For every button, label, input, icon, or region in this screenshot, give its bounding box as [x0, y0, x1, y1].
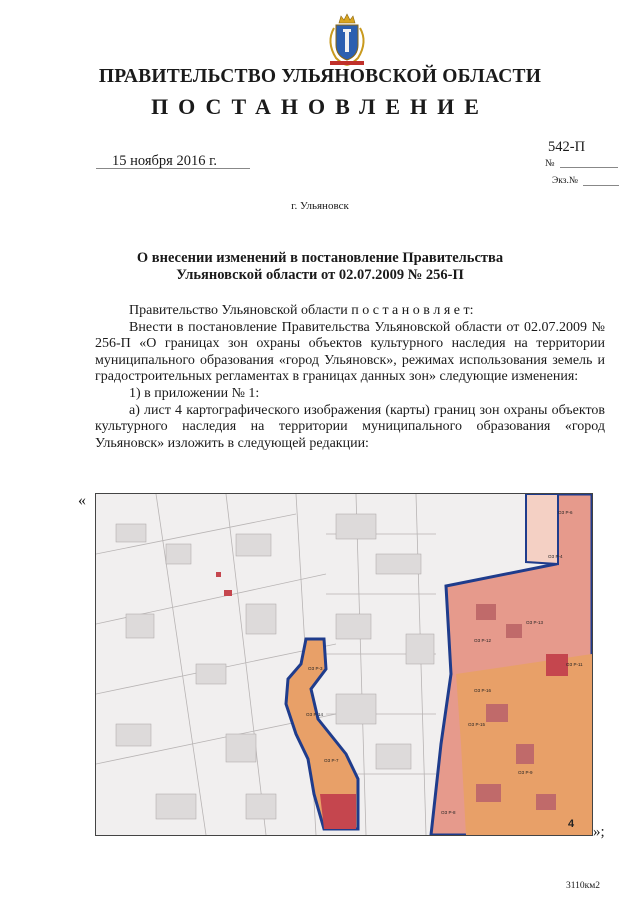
zone-label: ОЗ Р-14	[306, 712, 323, 717]
document-number: 542-П	[548, 139, 586, 155]
zone-label: ОЗ Р-9	[518, 770, 533, 775]
copy-number-underline	[583, 185, 619, 186]
document-date: 15 ноября 2016 г.	[112, 153, 218, 169]
document-body	[95, 303, 605, 452]
zone-label: ОЗ Р-12	[474, 638, 491, 643]
sheet-number: 4	[568, 818, 575, 830]
city-label: г. Ульяновск	[291, 200, 349, 212]
document-type-title: ПОСТАНОВЛЕНИЕ	[151, 94, 489, 119]
number-sign-label: №	[545, 158, 555, 169]
body-paragraph-3: 1) в приложении № 1:	[129, 385, 260, 401]
number-underline	[560, 167, 618, 168]
zone-label: ОЗ Р-13	[526, 620, 543, 625]
heading-line-2: Ульяновской области от 02.07.2009 № 256-П	[176, 267, 464, 283]
zone-label: ОЗ Р-8	[441, 810, 456, 815]
coat-of-arms	[322, 12, 372, 70]
zone-red-square	[546, 654, 568, 676]
zone-label: ОЗ Р-11	[566, 662, 583, 667]
zone-label: ОЗ Р-16	[474, 688, 491, 693]
zone-label: ОЗ Р-4	[548, 554, 563, 559]
opening-quote: «	[78, 492, 86, 509]
copy-number-label: Экз.№	[552, 176, 578, 186]
ribbon-icon	[330, 61, 364, 65]
body-paragraph-1: Правительство Ульяновской области п о с т а н о в л я е т:	[129, 303, 474, 318]
zone-label: ОЗ Р-3	[308, 666, 323, 671]
document-heading	[0, 250, 640, 284]
body-paragraph-2: Внести в постановление Правительства Ульяновской области от 02.07.2009 № 256-П «О границах зон охраны объектов культурного наследия на территории муниципального образования «город Ульяновск», режимах использования земель и градостроительных регламентах в границах данных зон» следующие изменения:	[95, 319, 605, 385]
closing-quote: »;	[593, 824, 605, 840]
zone-label: ОЗ Р-6	[558, 510, 573, 515]
government-title: ПРАВИТЕЛЬСТВО УЛЬЯНОВСКОЙ ОБЛАСТИ	[98, 66, 542, 87]
zone-label: ОЗ Р-7	[324, 758, 339, 763]
zone-map-image	[96, 494, 592, 835]
zone-label: ОЗ Р-15	[468, 722, 485, 727]
buildings	[116, 514, 434, 819]
body-paragraph-4: а) лист 4 картографического изображения (карты) границ зон охраны объектов культурного наследия на территории муниципального образования «город Ульяновск» изложить в следующей редакции:	[95, 402, 605, 451]
crown-icon	[339, 14, 355, 23]
zone-red-block	[320, 794, 356, 829]
date-underline	[96, 168, 250, 169]
shield-icon	[336, 25, 358, 60]
footer-registry-code: 3110км2	[566, 881, 601, 891]
heading-line-1: О внесении изменений в постановление Правительства	[136, 250, 504, 266]
zone-map	[95, 493, 593, 836]
